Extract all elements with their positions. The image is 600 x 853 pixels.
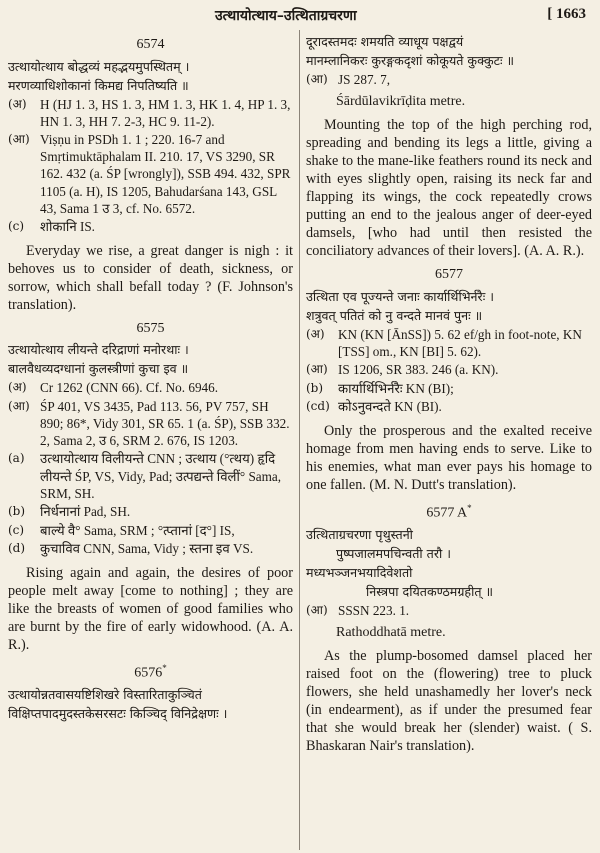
reference-text: ŚP 401, VS 3435, Pad 113. 56, PV 757, SH 890; 86*, Vidy 301, SR 65. 1 (a. ŚP), SSB 332. 2, Sama 2, उ 6, SRM 2. 676, IS 1203.	[40, 398, 290, 449]
page-number: [ 1663	[547, 6, 586, 22]
reference-row	[8, 450, 293, 502]
reference-text: निर्धनानां Pad, SH.	[40, 504, 131, 520]
verse-6577A	[306, 500, 592, 755]
reference-text: JS 287. 7,	[338, 72, 391, 87]
reference-row	[8, 379, 293, 397]
reference-text: बाल्ये वै° Sama, SRM ; °त्प्तानां [द°] IS,	[40, 522, 235, 538]
reference-text: SSSN 223. 1.	[338, 603, 410, 619]
verse-line: उत्थायोत्थाय बोद्धव्यं महद्भयमुपस्थितम् ।	[8, 58, 190, 74]
reference-label: (b)	[8, 504, 26, 519]
reference-row	[8, 96, 293, 130]
verse-number-heading	[306, 500, 592, 522]
reference-label: (अ)	[8, 380, 27, 395]
reference-text: कोऽनुवन्दते KN (BI).	[338, 399, 442, 415]
running-head-title: उत्थायोत्थाय–उत्थिताग्रचरणा	[215, 8, 357, 24]
reference-label: (c)	[8, 522, 25, 537]
translation: Mounting the top of the high perching rod, spreading and bending its legs a little, giving a shake to the mane-like feathers round its neck and with eyes slightly open, raising its neck far and flapping its wings, the cock repeatedly crows putting an end to the jealous anger of deer-eyed damsels, [who had until then resisted the conciliatory advances of their lovers]. (A. A. R.).	[306, 117, 592, 260]
reference-row	[8, 218, 293, 236]
verse-6574	[8, 36, 293, 314]
verse-line: शत्रुवत् पतितं को नु वन्दते मानवं पुनः ॥	[306, 307, 483, 323]
translation: Only the prosperous and the exalted receive homage from men having ends to serve. Like to his enemies, what man ever pays his homage to one fallen. (M. N. Dutt's translation).	[306, 422, 592, 493]
running-head	[0, 6, 600, 26]
reference-row	[306, 398, 592, 416]
verse-number: 6574	[136, 37, 165, 52]
verse-line: विक्षिप्तपादमुदस्तकेसरसटः किञ्चिद् विनिद्रेक्षणः ।	[8, 706, 228, 722]
reference-text: IS 1206, SR 383. 246 (a. KN).	[338, 362, 499, 378]
reference-row	[306, 602, 592, 620]
verse-line: उत्थायोत्थाय लीयन्ते दरिद्राणां मनोरथाः ।	[8, 342, 189, 358]
verse-6576-continued	[306, 32, 592, 260]
reference-row	[8, 503, 293, 521]
reference-row	[306, 361, 592, 379]
verse-line: पुष्पजालमपचिन्वती तरौ ।	[336, 546, 452, 562]
meter-name: Śārdūlavikrīḍita metre.	[336, 93, 466, 109]
reference-label: (b)	[306, 380, 324, 395]
reference-row	[8, 540, 293, 558]
reference-text: शोकानि IS.	[40, 219, 95, 235]
reference-label: (अ)	[8, 96, 27, 111]
verse-line: उत्थिता एव पूज्यन्ते जनाः कार्यार्थिभिर्नरैः ।	[306, 288, 495, 304]
verse-number: 6576	[134, 665, 163, 681]
reference-text: उत्थायोत्थाय विलीयन्ते CNN ; उत्थाय (°त्थय) हृदि लीयन्ते ŚP, VS, Vidy, Pad; उत्पद्यन्ते विलीं° Sama, SRM, SH.	[40, 451, 282, 501]
left-column	[8, 32, 293, 723]
verse-line: उत्थायोन्नतवासयष्टिशिखरे विस्तारिताकुञ्चितं	[8, 687, 202, 703]
translation: As the plump-bosomed damsel placed her raised foot on the (flowering) tree to pluck flowers, she held unashamedly her lover's neck (in endearment), as if under the presumed fear that she would break her (slender) waist. ( S. Bhaskaran Nair's translation).	[306, 648, 592, 755]
reference-text: Viṣṇu in PSDh 1. 1 ; 220. 16-7 and Smṛtimuktāphalam II. 210. 17, VS 3290, SR 162. 432 (a. ŚP [wrongly]), SSB 494. 432, SPR 1105 (a. H), IS 1205, Bahudarśana 143, GSL 43, Sama 1 उ 3, cf. No. 6572.	[40, 132, 291, 216]
verse-line: उत्थिताग्रचरणा पृथुस्तनी	[306, 527, 413, 543]
reference-text: कुचाविव CNN, Sama, Vidy ; स्तना इव VS.	[40, 541, 254, 557]
reference-text: Cr 1262 (CNN 66). Cf. No. 6946.	[40, 380, 219, 396]
verse-6575	[8, 320, 293, 654]
reference-label: (c)	[8, 219, 25, 234]
reference-row	[306, 71, 592, 89]
verse-6577	[306, 266, 592, 494]
reference-label: (आ)	[8, 132, 30, 146]
verse-line: निस्त्रपा दयितकण्ठमग्रहीत् ॥	[366, 584, 494, 600]
verse-number: 6575	[136, 320, 165, 336]
verse-6576	[8, 660, 293, 723]
reference-text: H (HJ 1. 3, HS 1. 3, HM 1. 3, HK 1. 4, HP 1. 3, HN 1. 3, HH 7. 2-3, HC 9. 11-2).	[40, 96, 291, 129]
verse-line: मरणव्याधिशोकानां किमद्य निपतिष्यति ॥	[8, 77, 189, 93]
translation: Rising again and again, the desires of poor people melt away [come to nothing] ; they are like the breasts of women of good families who are burnt by the fire of early widowhood. (A. A. R.).	[8, 564, 293, 653]
verse-line: मध्यभञ्जनभयादिवेशतो	[306, 565, 413, 581]
reference-row	[8, 398, 293, 450]
verse-line: बालवैधव्यदग्धानां कुलस्त्रीणां कुचा इव ॥	[8, 361, 189, 377]
reference-label: (cd)	[306, 399, 330, 414]
column-divider	[299, 30, 300, 850]
verse-mark: *	[467, 502, 472, 513]
reference-label: (a)	[8, 451, 25, 466]
verse-number: 6577	[435, 267, 463, 283]
meter-name: Rathoddhatā metre.	[336, 624, 446, 640]
reference-text: KN (KN [ĀnSS]) 5. 62 ef/gh in foot-note, KN [TSS] om., KN [BI] 5. 62).	[338, 326, 582, 359]
reference-label: (आ)	[8, 398, 30, 413]
reference-row	[8, 131, 293, 217]
reference-row	[306, 326, 592, 360]
reference-label: (आ)	[306, 603, 328, 618]
reference-label: (आ)	[306, 72, 328, 86]
verse-number-heading	[8, 660, 293, 682]
reference-label: (d)	[8, 541, 26, 556]
verse-line: दूरादस्तमदः शमयति व्याधूय पक्षद्वयं	[306, 34, 464, 49]
reference-text: कार्यार्थिभिर्नरैः KN (BI);	[338, 380, 454, 396]
reference-label: (अ)	[306, 326, 325, 341]
right-column	[306, 32, 592, 761]
reference-label: (आ)	[306, 362, 328, 377]
translation: Everyday we rise, a great danger is nigh : it behoves us to consider of death, sickness, or sorrow, which shall befall today ? (F. Johnson's translation).	[8, 242, 293, 313]
verse-number: 6577 A	[426, 505, 468, 521]
reference-row	[8, 522, 293, 540]
reference-row	[306, 380, 592, 398]
verse-line: मानम्लानिकरः कुरङ्गकदृशां कोकूयते कुक्कुटः ॥	[306, 53, 515, 68]
verse-mark: *	[162, 662, 167, 673]
